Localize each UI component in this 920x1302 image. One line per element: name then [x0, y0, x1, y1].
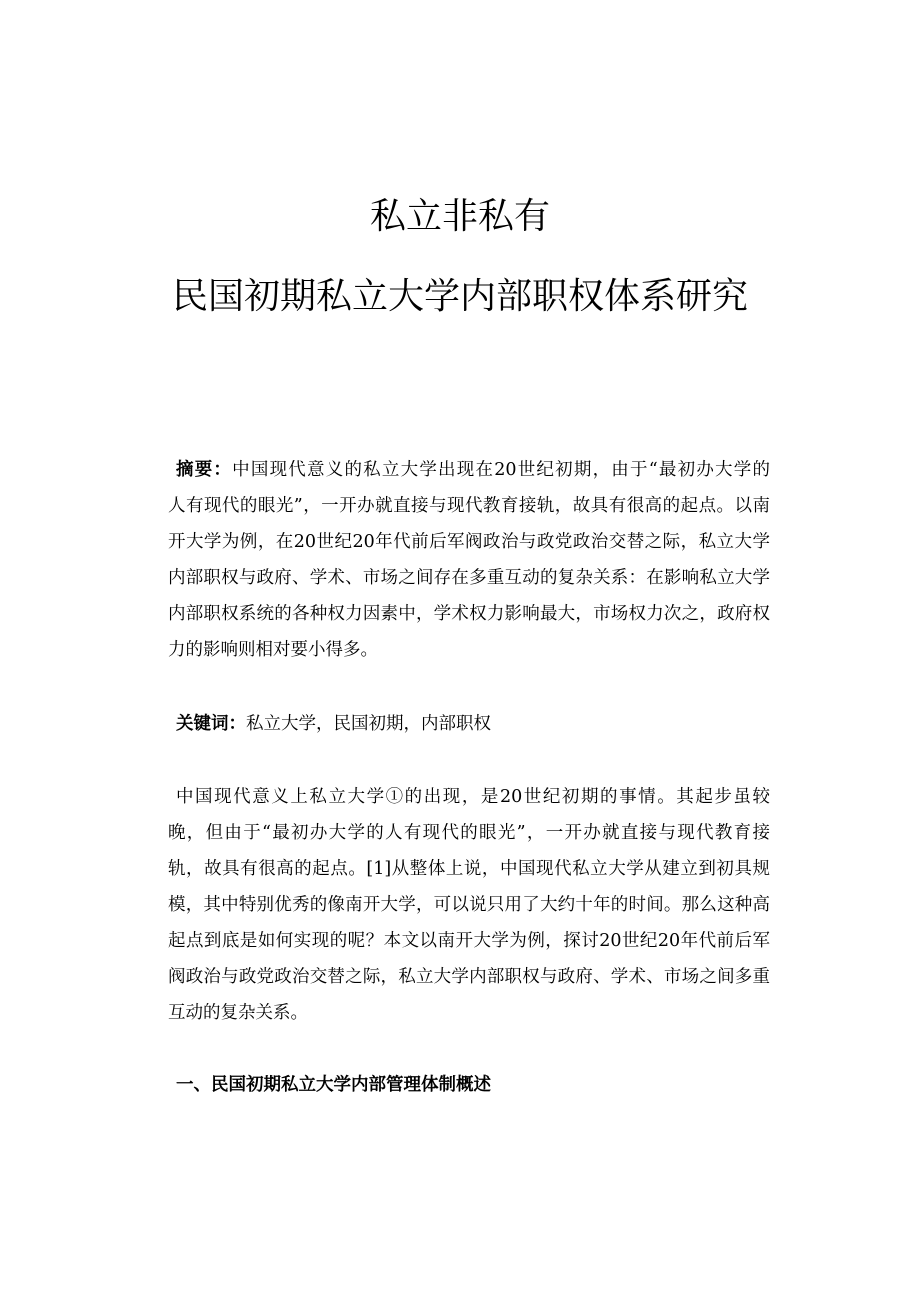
body-line: 轨，故具有很高的起点。[1]从整体上说，中国现代私立大学从建立到初具规 — [168, 859, 770, 879]
keywords-value: 私立大学，民国初期，内部职权 — [246, 714, 491, 734]
abstract-line: 内部职权系统的各种权力因素中，学术权力影响最大，市场权力次之，政府权 — [168, 604, 770, 624]
body-line: 阀政治与政党政治交替之际，私立大学内部职权与政府、学术、市场之间多重 — [168, 967, 770, 987]
abstract-line: 摘要：中国现代意义的私立大学出现在20世纪初期，由于“最初办大学的 — [176, 460, 770, 480]
keywords-label: 关键词： — [176, 714, 246, 734]
document-title: 私立非私有 — [369, 196, 550, 237]
body-line: 模，其中特别优秀的像南开大学，可以说只用了大约十年的时间。那么这种高 — [168, 895, 770, 915]
body-line: 起点到底是如何实现的呢？本文以南开大学为例，探讨20世纪20年代前后军 — [168, 931, 770, 951]
abstract-line: 内部职权与政府、学术、市场之间存在多重互动的复杂关系：在影响私立大学 — [168, 568, 770, 588]
abstract-label: 摘要： — [176, 460, 233, 480]
section-heading: 一、民国初期私立大学内部管理体制概述 — [176, 1075, 491, 1095]
document-subtitle: 民国初期私立大学内部职权体系研究 — [171, 276, 748, 317]
abstract-line: 人有现代的眼光”，一开办就直接与现代教育接轨，故具有很高的起点。以南 — [168, 496, 770, 516]
body-line: 中国现代意义上私立大学①的出现，是20世纪初期的事情。其起步虽较 — [176, 787, 770, 807]
body-line: 晚，但由于“最初办大学的人有现代的眼光”，一开办就直接与现代教育接 — [168, 823, 770, 843]
abstract-line: 开大学为例，在20世纪20年代前后军阀政治与政党政治交替之际，私立大学 — [168, 532, 770, 552]
keywords — [176, 712, 770, 736]
body-line: 互动的复杂关系。 — [168, 1003, 308, 1023]
abstract-line: 力的影响则相对要小得多。 — [168, 640, 378, 660]
